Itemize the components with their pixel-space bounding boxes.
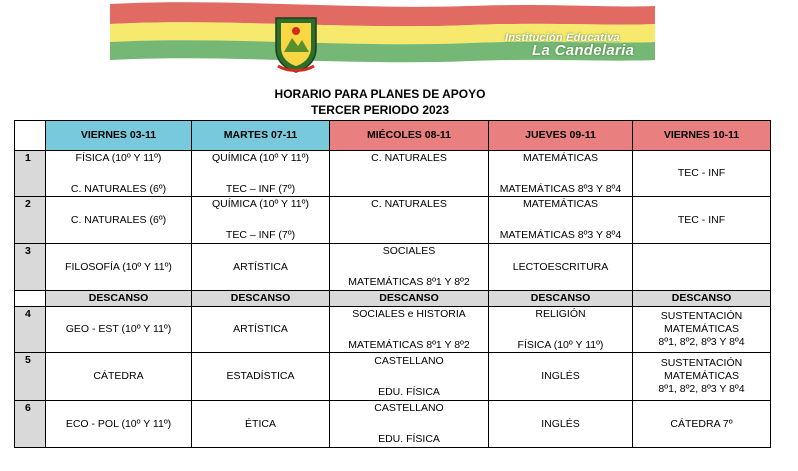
subject-text: MATEMÁTICAS 8º3 Y 8º4: [499, 229, 622, 241]
schedule-cell: [192, 197, 330, 244]
page-subtitle: TERCER PERIODO 2023: [310, 103, 450, 117]
table-row: [15, 401, 771, 448]
schedule-cell: [330, 401, 489, 448]
subject-text: ECO - POL (10º Y 11º): [65, 417, 172, 430]
schedule-table: [14, 120, 771, 448]
table-header-row: [15, 121, 771, 151]
period-number: 5: [15, 353, 46, 401]
subject-text: ARTÍSTICA: [233, 323, 288, 335]
schedule-cell: [46, 151, 192, 197]
subject-text: CÁTEDRA: [93, 370, 144, 382]
schedule-cell: [192, 353, 330, 401]
schedule-cell: [330, 151, 489, 197]
break-cell: DESCANSO: [330, 291, 489, 307]
subject-text: SOCIALES: [382, 245, 436, 257]
period-number: 6: [15, 401, 46, 448]
institution-name-line2: La Candelaria: [532, 42, 635, 59]
subject-text: INGLÉS: [541, 370, 580, 382]
subject-text: FÍSICA (10º Y 11º): [75, 151, 162, 164]
subject-text: ARTÍSTICA: [233, 260, 288, 273]
subject-text: MATEMÁTICAS: [522, 198, 599, 210]
schedule-cell: [46, 307, 192, 353]
day-header: MIÉCOLES 08-11: [330, 121, 489, 151]
schedule-cell: [489, 197, 633, 244]
subject-text: LECTOESCRITURA: [512, 260, 609, 273]
institution-name-line1: Institución Educativa: [505, 32, 620, 44]
period-number: 1: [15, 151, 46, 197]
subject-text: EDU. FÍSICA: [378, 385, 440, 398]
subject-text: SOCIALES e HISTORIA: [352, 307, 466, 320]
subject-text: TEC – INF (7º): [225, 229, 296, 241]
schedule-cell: [192, 244, 330, 291]
break-row: [15, 291, 771, 307]
school-crest-icon: [272, 14, 320, 74]
schedule-cell: [489, 244, 633, 291]
schedule-cell: [633, 151, 771, 197]
schedule-cell: [330, 307, 489, 353]
schedule-cell: [633, 353, 771, 401]
schedule-cell: [330, 197, 489, 244]
subject-text: MATEMÁTICAS: [663, 370, 740, 382]
subject-text: MATEMÁTICAS: [522, 151, 599, 164]
schedule-cell: [192, 151, 330, 197]
subject-text: 8º1, 8º2, 8º3 Y 8º4: [658, 383, 745, 395]
schedule-cell: [330, 244, 489, 291]
day-header: JUEVES 09-11: [489, 121, 633, 151]
subject-text: FÍSICA (10º Y 11º): [517, 338, 604, 351]
table-row: [15, 307, 771, 353]
schedule-cell: [633, 307, 771, 353]
subject-text: TEC - INF: [677, 213, 726, 226]
schedule-cell: [46, 401, 192, 448]
subject-text: 8º1, 8º2, 8º3 Y 8º4: [658, 336, 745, 348]
subject-text: GEO - EST (10º Y 11º): [65, 323, 172, 335]
subject-text: ÉTICA: [245, 417, 276, 430]
subject-text: C. NATURALES: [371, 151, 447, 164]
schedule-cell: [633, 197, 771, 244]
break-number-cell: [15, 291, 46, 307]
table-row: [15, 197, 771, 244]
subject-text: SUSTENTACIÓN: [660, 310, 743, 322]
schedule-cell: [489, 401, 633, 448]
subject-text: MATEMÁTICAS: [663, 323, 740, 335]
schedule-cell: [633, 401, 771, 448]
schedule-cell: [489, 353, 633, 401]
table-row: [15, 151, 771, 197]
subject-text: C. NATURALES (6º): [70, 213, 167, 226]
break-cell: DESCANSO: [633, 291, 771, 307]
subject-text: SUSTENTACIÓN: [660, 357, 743, 369]
schedule-cell: [46, 353, 192, 401]
table-row: [15, 244, 771, 291]
subject-text: MATEMÁTICAS 8º1 Y 8º2: [348, 276, 470, 288]
subject-text: C. NATURALES: [371, 198, 447, 210]
day-header: VIERNES 10-11: [633, 121, 771, 151]
schedule-cell: [192, 307, 330, 353]
subject-text: MATEMÁTICAS 8º1 Y 8º2: [348, 338, 470, 351]
subject-text: FILOSOFÍA (10º Y 11º): [65, 260, 172, 273]
subject-text: CÁTEDRA 7º: [670, 417, 733, 430]
break-cell: DESCANSO: [46, 291, 192, 307]
subject-text: EDU. FÍSICA: [378, 433, 440, 445]
break-cell: DESCANSO: [192, 291, 330, 307]
subject-text: CASTELLANO: [374, 402, 444, 414]
subject-text: TEC – INF (7º): [225, 182, 296, 195]
subject-text: C. NATURALES (6º): [70, 182, 167, 195]
schedule-cell: [489, 307, 633, 353]
corner-cell: [15, 121, 46, 151]
period-number: 4: [15, 307, 46, 353]
table-row: [15, 353, 771, 401]
page-title: HORARIO PARA PLANES DE APOYO: [274, 87, 486, 101]
subject-text: ESTADÍSTICA: [226, 370, 295, 382]
schedule-cell: [46, 197, 192, 244]
day-header: MARTES 07-11: [192, 121, 330, 151]
period-number: 2: [15, 197, 46, 244]
schedule-cell: [489, 151, 633, 197]
subject-text: INGLÉS: [541, 417, 580, 430]
day-header: VIERNES 03-11: [46, 121, 192, 151]
schedule-cell: [46, 244, 192, 291]
subject-text: QUÍMICA (10º Y 11º): [212, 198, 309, 210]
schedule-cell: [330, 353, 489, 401]
schedule-cell: [633, 244, 771, 291]
subject-text: MATEMÁTICAS 8º3 Y 8º4: [499, 182, 622, 195]
break-cell: DESCANSO: [489, 291, 633, 307]
subject-text: RELIGIÓN: [535, 307, 586, 320]
subject-text: TEC - INF: [677, 167, 726, 179]
subject-text: QUÍMICA (10º Y 11º): [212, 151, 309, 164]
subject-text: CASTELLANO: [374, 354, 444, 367]
schedule-cell: [192, 401, 330, 448]
period-number: 3: [15, 244, 46, 291]
